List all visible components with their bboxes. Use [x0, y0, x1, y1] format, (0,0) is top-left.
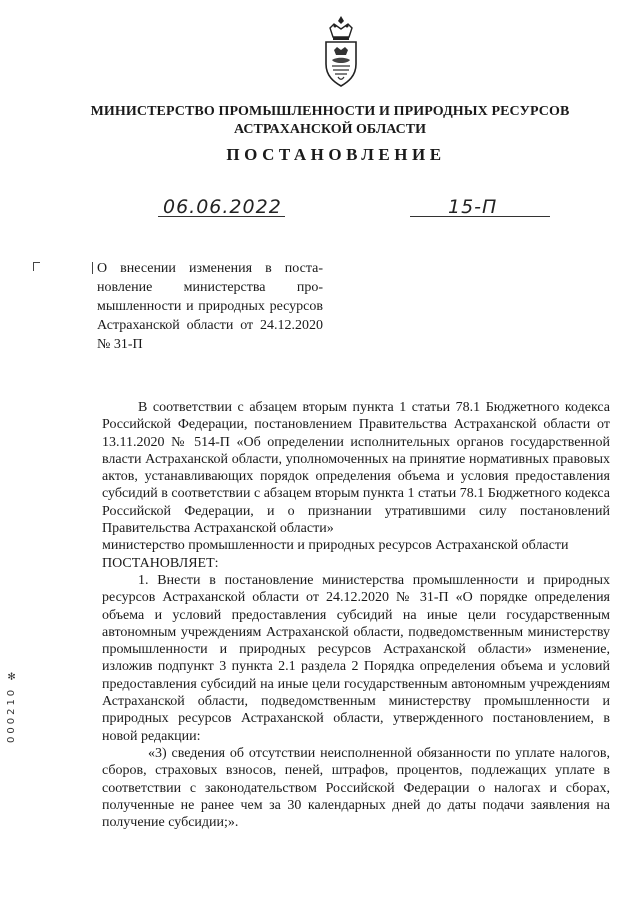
- document-type-title: ПОСТАНОВЛЕНИЕ: [226, 145, 446, 164]
- issuer-line: министерство промышленности и природных ресурсов Астраханской области: [102, 538, 569, 554]
- side-serial-code: 000210 ✻: [6, 666, 17, 744]
- number-underline: [410, 216, 550, 217]
- quoted-subitem-paragraph: «3) сведения об отсутствии неисполненной обязанности по уплате налогов, сборов, страховых взносов, пеней, штрафов, процентов, подлежащих уплате в соответствии с законодательством Российской Федерации о налогах и сборах, полученные не ранее чем за 30 календарных дней до даты подачи заявления на получение субсидии;».: [102, 745, 610, 831]
- subject-corner-mark: [33, 262, 40, 271]
- item-1-paragraph: 1. Внести в постановление министерства промышленности и природных ресурсов Астраханской области от 24.12.2020 № 31-П «О порядке определения объема и условий предоставления субсидий на иные цели государственным автономным учреждениям Астраханской области, подведомственным министерству промышленности и природных ресурсов Астраханской области» изменение, изложив подпункт 3 пункта 2.1 раздела 2 Порядка определения объема и условий предоставления субсидий на иные цели государственным автономным учреждениям Астраханской области, подведомственным министерству промышленности и природных ресурсов Астраханской области, утвержденного постановлением, в новой редакции:: [102, 572, 610, 744]
- coat-of-arms-icon: [320, 14, 362, 94]
- document-subject: О внесении изменения в постановление министерства промышленности и природных ресурсов Астраханской области от 24.12.2020 № 31-П: [97, 261, 323, 352]
- preamble-paragraph: В соответствии с абзацем вторым пункта 1 статьи 78.1 Бюджетного кодекса Российской Федерации, постановлением Правительства Астраханской области от 13.11.2020 № 514-П «Об определении исполнительных органов государственной власти Астраханской области, уполномоченных на принятие нормативных правовых актов, устанавливающих порядок определения объема и условия предоставления субсидий в соответствии с абзацем вторым пункта 1 статьи 78.1 Бюджетного кодекса Российской Федерации, и о признании утратившими силу постановлений Правительства Астраханской области»: [102, 400, 610, 537]
- document-number: 15-П: [448, 196, 498, 218]
- ministry-name-line1: МИНИСТЕРСТВО ПРОМЫШЛЕННОСТИ И ПРИРОДНЫХ РЕСУРСОВ: [90, 104, 570, 119]
- document-date: 06.06.2022: [163, 196, 282, 218]
- document-body: [102, 399, 610, 831]
- date-underline: [158, 216, 285, 217]
- resolves-line: ПОСТАНОВЛЯЕТ:: [102, 555, 219, 571]
- ministry-name-line2: АСТРАХАНСКОЙ ОБЛАСТИ: [233, 122, 426, 137]
